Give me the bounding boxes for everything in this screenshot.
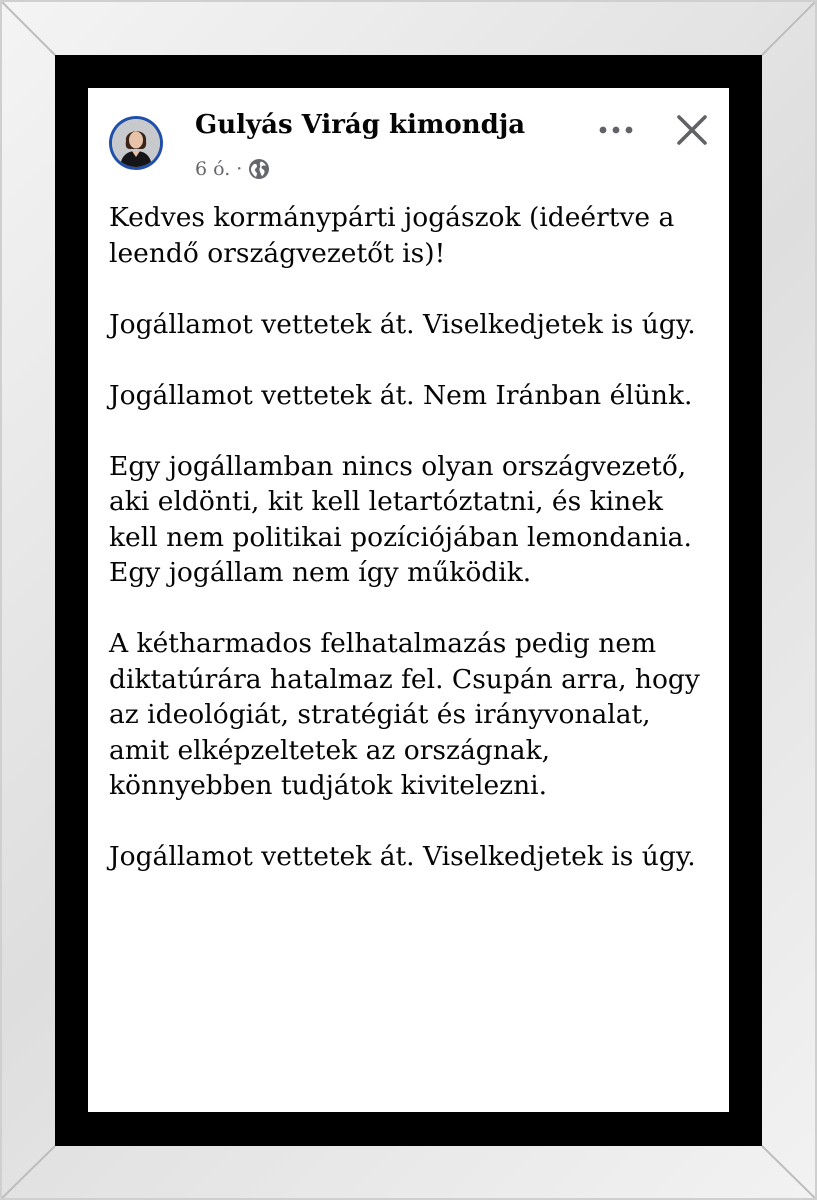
post-card — [88, 88, 729, 1112]
post-header — [88, 88, 729, 188]
author-name[interactable]: Gulyás Virág kimondja — [195, 110, 526, 140]
avatar-photo — [112, 119, 160, 167]
close-button[interactable] — [672, 110, 712, 150]
post-paragraph: Jogállamot vettetek át. Nem Iránban élünk. — [109, 379, 693, 411]
close-icon — [672, 110, 712, 150]
post-paragraph: Egy jogállamban nincs olyan országvezető, aki eldönti, kit kell letartóztatni, és kinek kell nem politikai pozíciójában lemondania. Egy jogállam nem így működik. — [109, 450, 692, 588]
post-paragraph: Jogállamot vettetek át. Viselkedjetek is úgy. — [109, 308, 696, 340]
avatar[interactable] — [109, 116, 163, 170]
meta-separator: · — [236, 158, 243, 180]
post-paragraph: Jogállamot vettetek át. Viselkedjetek is úgy. — [109, 841, 696, 872]
more-options-button[interactable] — [594, 114, 638, 146]
more-horizontal-icon — [594, 114, 638, 146]
person-silhouette-icon — [112, 119, 160, 167]
post-paragraph: A kétharmados felhatalmazás pedig nem diktatúrára hatalmaz fel. Csupán arra, hogy az ideológiát, stratégiát és irányvonalat, amit elképzeltetek az országnak, könnyebben tudjátok kivitelezni. — [109, 628, 700, 801]
post-body — [109, 200, 715, 910]
post-paragraph: Kedves kormánypárti jogászok (ideértve a leendő országvezetőt is)! — [109, 202, 675, 269]
post-time[interactable]: 6 ó. — [195, 158, 231, 180]
globe-icon[interactable] — [248, 158, 270, 180]
post-meta — [195, 158, 270, 180]
